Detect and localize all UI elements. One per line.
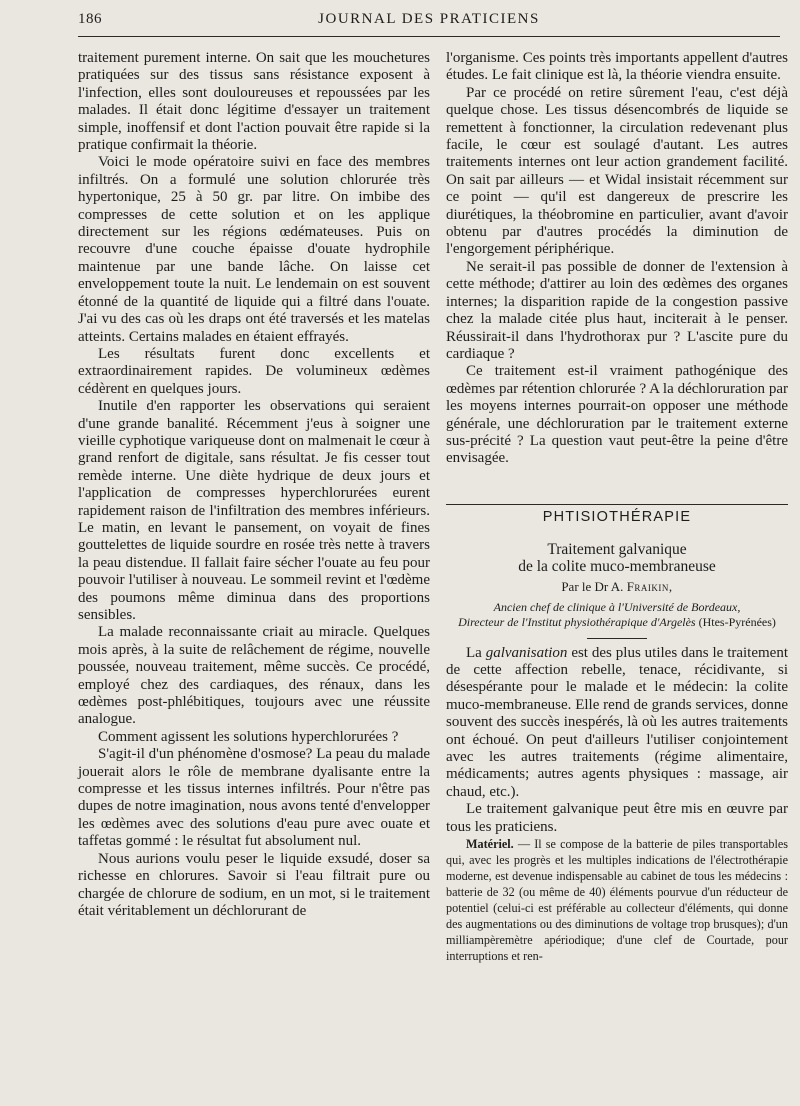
paragraph: Ne serait-il pas possible de donner de l'extension à cette méthode; d'attirer au loin des œdèmes des organes internes; la disparition rapide de la congestion passive chez la malade citée plus haut, inciterait à le penser. Réussirait-il dans l'hydrothorax pur ? L'ascite pure du cardiaque ? — [446, 258, 788, 362]
paragraph: Ce traitement est-il vraiment pathogénique des œdèmes par rétention chlorurée ? A la déchloruration par les moyens internes pourrait-on opposer une méthode générale, une déchloruration par le traitement externe sus-précité ? La question vaut peut-être la peine d'être envisagée. — [446, 363, 788, 467]
article-title-line: Traitement galvanique — [547, 541, 687, 559]
materiel-paragraph — [446, 836, 788, 964]
article-byline — [446, 578, 788, 595]
affiliation-place: (Htes-Pyrénées) — [698, 614, 776, 629]
left-column — [78, 50, 430, 920]
byline-author: Fraikin, — [626, 579, 673, 595]
paragraph: Voici le mode opératoire suivi en face des membres infiltrés. On a formulé une solution chlorurée très hypertonique, 25 à 50 gr. par litre. On imbibe des compresses de cette solution et on les applique directement sur les régions œdémateuses. Puis on recouvre d'une couche épaisse d'ouate hydrophile maintenue par une bande lâche. On laisse cet enveloppement toute la nuit. Le lendemain on est souvent étonné de la quantité de liquide qui a filtré dans l'ouate. J'ai vu des cas où les draps ont été traversés et les matelas atteints. Certains malades en étaient effrayés. — [78, 154, 430, 345]
paragraph: l'organisme. Ces points très importants appellent d'autres études. Le fait clinique est là, la théorie viendra ensuite. — [446, 50, 788, 84]
section-heading — [446, 504, 788, 529]
paragraph: Le traitement galvanique peut être mis en œuvre par tous les praticiens. — [446, 801, 788, 835]
emphasis-term: galvanisation — [485, 644, 568, 661]
paragraph: Par ce procédé on retire sûrement l'eau, c'est déjà quelque chose. Les tissus désencombrés de liquide se remettent à fonctionner, la circulation redevenant plus facile, le cœur est soulagé d'autant. Les autres traitements internes ont leur action grandement facilité. On sait par ailleurs — et Widal insistait récemment sur ce point — qu'il est dangereux de prescrire les diurétiques, la théobromine en particulier, avant d'avoir obtenu par d'autres procédés la diminution de l'engorgement périphérique. — [446, 84, 788, 258]
divider — [587, 638, 647, 639]
byline-prefix: Par le Dr A. — [561, 579, 624, 595]
paragraph: Nous aurions voulu peser le liquide exsudé, doser sa richesse en chlorures. Savoir si l'eau filtrait pure ou chargée de chlorure de sodium, en un mot, si le traitement était véritablement un déchlorurant de — [78, 850, 430, 919]
article-title — [446, 541, 788, 575]
author-affiliation — [446, 600, 788, 630]
page-header — [78, 8, 780, 37]
paragraph-rest: est des plus utiles dans le traitement de cette affection rebelle, tenace, récidivante, si désespérante pour le malade et le médecin: la colite muco-membraneuse. Elle rend de grands services, donne souvent des succès inespérés, là où les autres traitements ont échoué. On peut d'ailleurs l'utiliser conjointement avec les autres traitements (régime alimentaire, médicaments; autres agents physiques : massage, air chaud, etc.). — [446, 644, 789, 800]
affiliation-line — [446, 615, 788, 630]
paragraph: Inutile d'en rapporter les observations qui seraient d'une grande banalité. Récemment j'eus à soigner une vieille cyphotique variqueuse dont on malmenait le cœur à grand renfort de digitale, sans résultat. Je fis cesser tout remède interne. Une diète hydrique de deux jours et l'application de compresses hyperchlorurées eurent rapidement raison de l'infiltration des membres inférieurs. Le matin, en levant le pansement, on voyait de fines gouttelettes de liquide sourdre en rosée très nette à travers la peau distendue. Il fallait faire sécher l'ouate au feu pour pouvoir l'utiliser à nouveau. Le sommeil revint et l'œdème des poumons même diminua dans des proportions sensibles. — [78, 398, 430, 623]
page-number: 186 — [78, 11, 102, 27]
paragraph: Les résultats furent donc excellents et extraordinairement rapides. De volumineux œdèmes cédèrent en quelques jours. — [78, 345, 430, 397]
paragraph — [446, 645, 788, 802]
affiliation-institute: Directeur de l'Institut physiothérapique d'Argelès — [458, 614, 696, 629]
section-title: PHTISIOTHÉRAPIE — [446, 504, 788, 529]
paragraph: traitement purement interne. On sait que les mouchetures pratiquées sur des tissus sans résistance exposent à l'infection, elles sont douloureuses et repoussées par les malades. Il était donc légitime d'essayer un traitement simple, inoffensif et dont l'action pouvait être rapide si la pratique confirmait la théorie. — [78, 50, 430, 154]
running-title: JOURNAL DES PRATICIENS — [318, 11, 540, 27]
materiel-text: — Il se compose de la batterie de piles transportables qui, avec les progrès et les multiples indications de l'électrothérapie moderne, est devenue indispensable au cabinet de tous les médecins : batterie de 32 (ou même de 40) éléments pourvue d'un réducteur de potentiel (celui-ci est préférable au collecteur d'éléments, qui donne des augmentations ou des diminutions de voltage trop brusques); d'un milliampèremètre apériodique; d'une clef de Courtade, pour interruptions et ren- — [446, 837, 788, 964]
paragraph-lead: La — [466, 644, 482, 661]
paragraph: S'agit-il d'un phénomène d'osmose? La peau du malade jouerait alors le rôle de membrane dyalisante entre la compresse et les tissus internes infiltrés. Pour n'être pas dupes de notre imagination, nous avons tenté d'envelopper les œdèmes avec des solutions d'eau pure avec ouate et taffetas gommé : le résultat fut absolument nul. — [78, 746, 430, 850]
affiliation-line: Ancien chef de clinique à l'Université de Bordeaux, — [493, 599, 741, 614]
paragraph: Comment agissent les solutions hyperchlorurées ? — [98, 728, 399, 745]
materiel-lead: Matériel. — [466, 837, 514, 852]
paragraph: La malade reconnaissante criait au miracle. Quelques mois après, à la suite de relâchement de régime, nouvelle poussée, nouveau traitement, même succès. Ce procédé, employé chez des cardiaques, des rénaux, dans les œdèmes post-phlébitiques, toujours avec une réussite analogue. — [78, 624, 430, 728]
article-title-line: de la colite muco-membraneuse — [518, 558, 716, 576]
right-column — [446, 50, 788, 964]
